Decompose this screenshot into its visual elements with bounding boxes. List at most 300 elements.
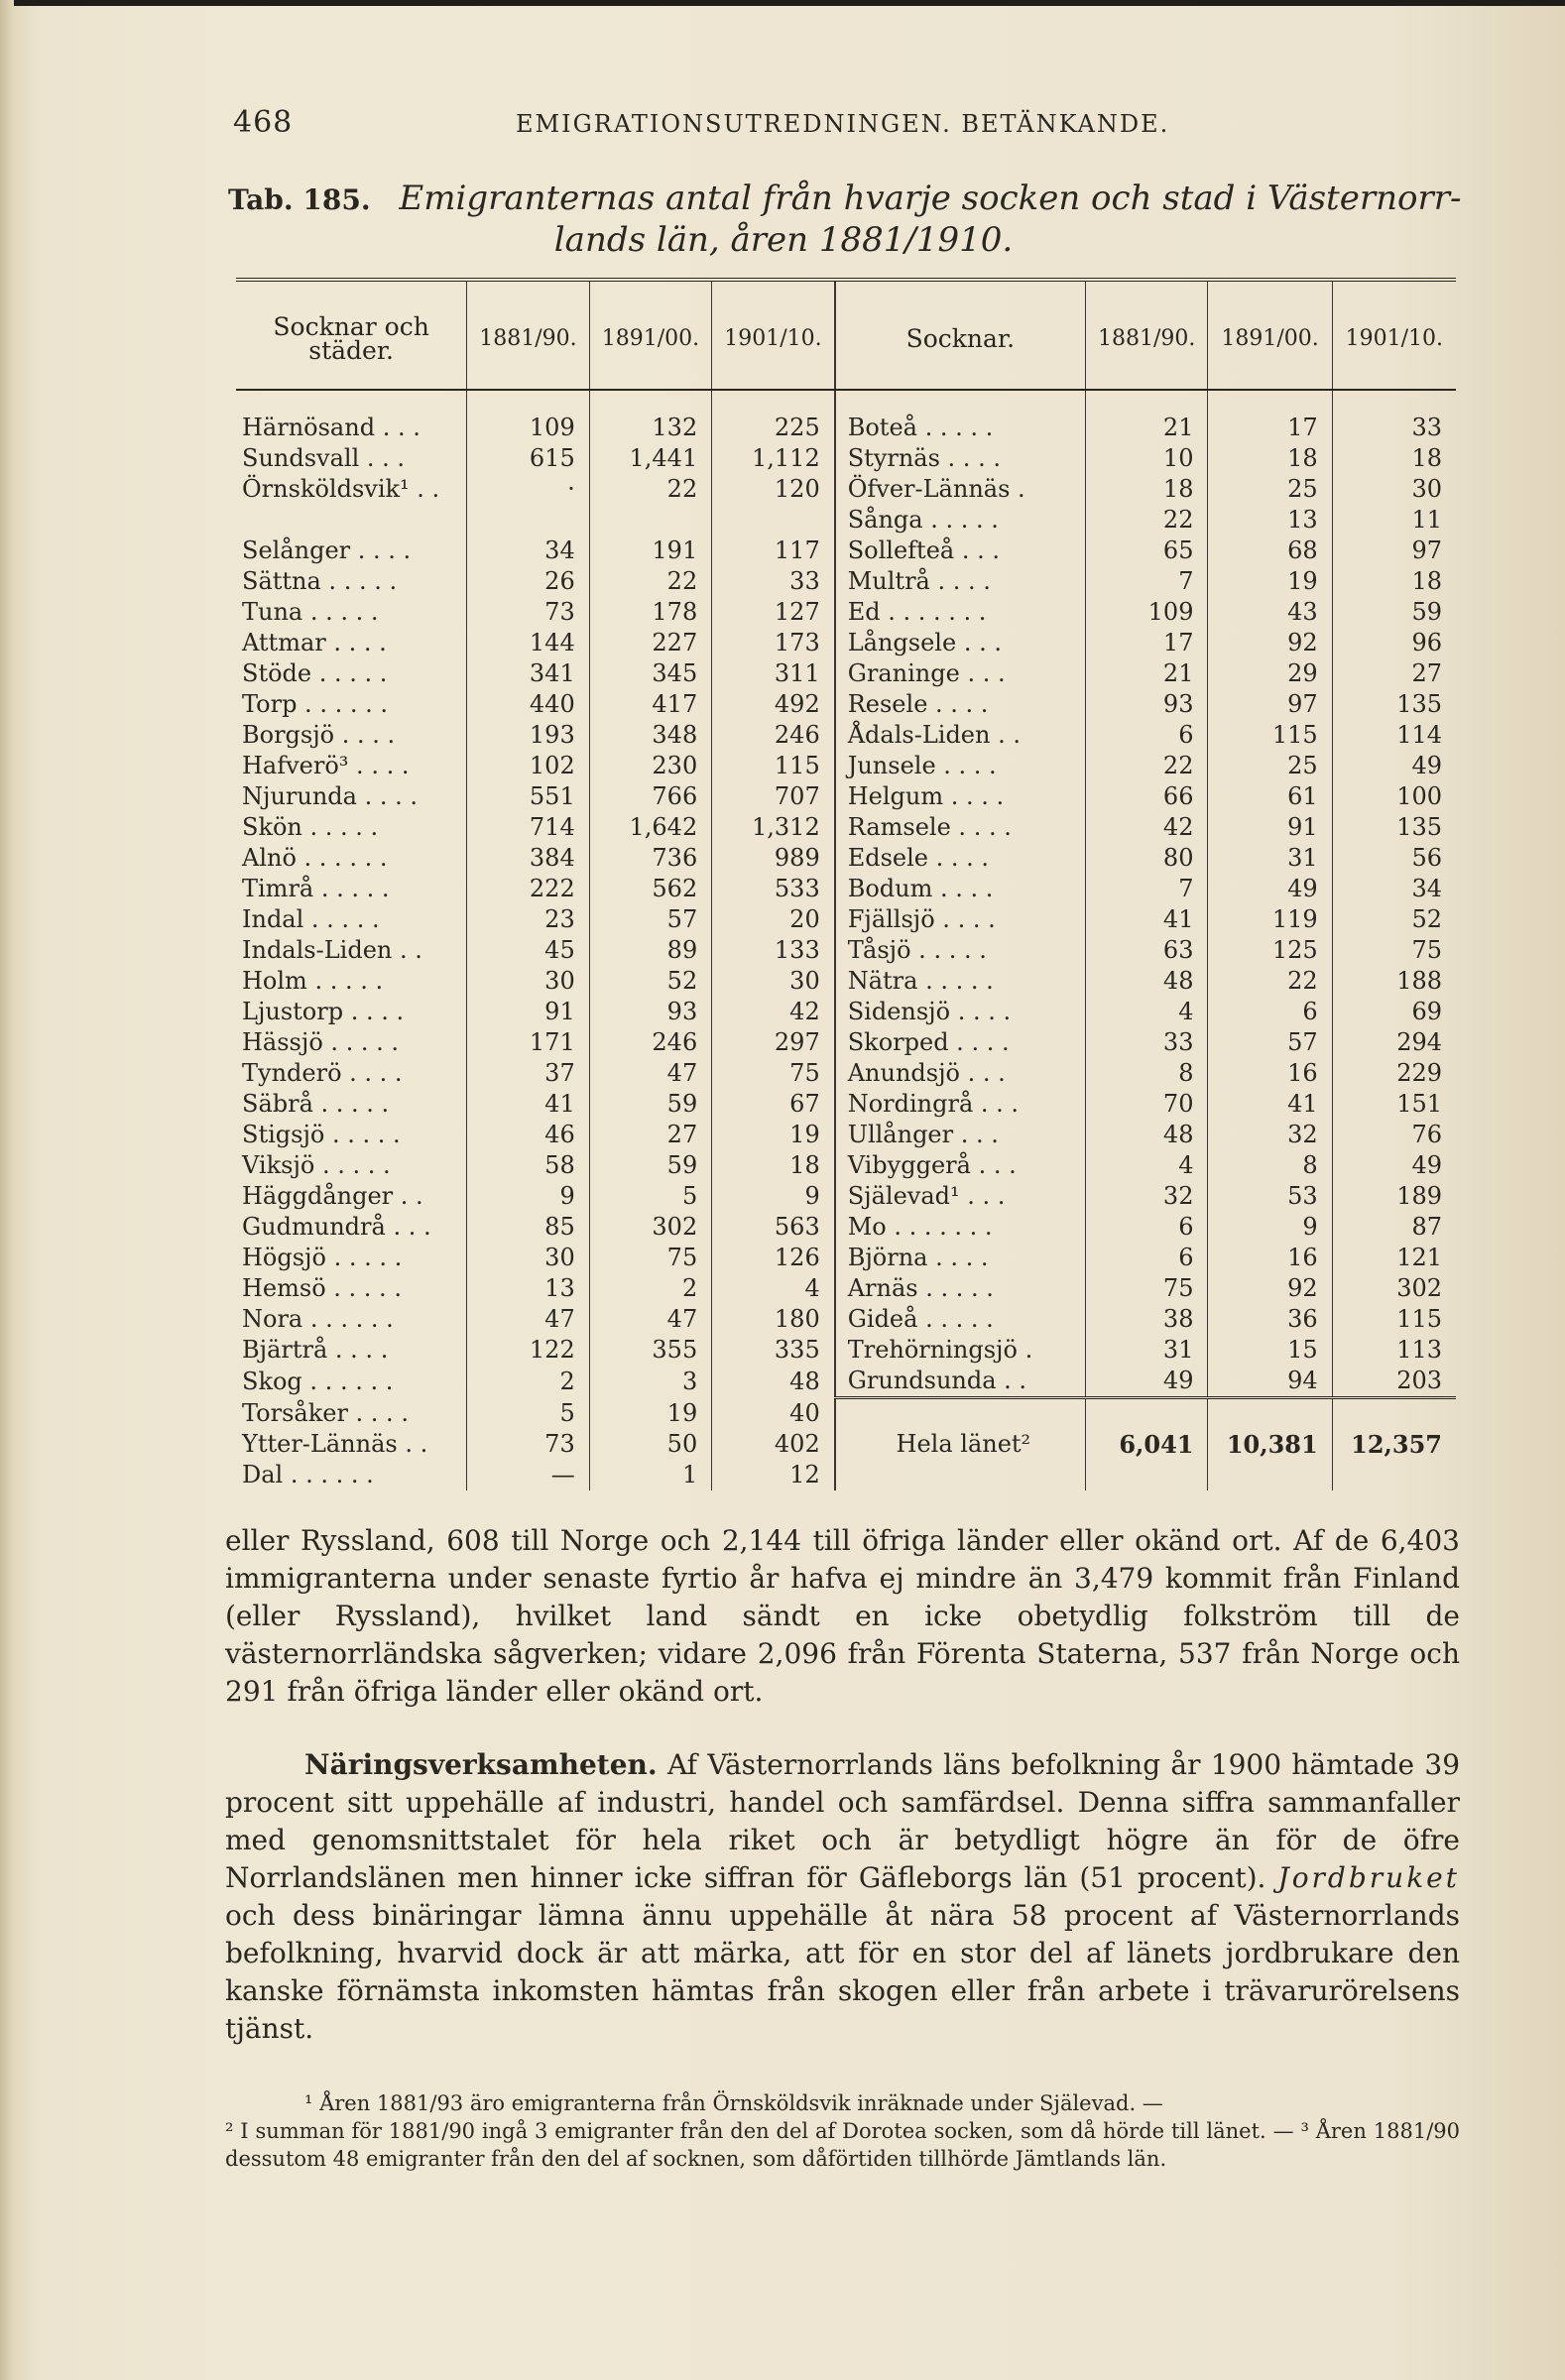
table-row	[236, 658, 1456, 689]
parish-name-cell: Säbrå . . . . .	[236, 1089, 467, 1120]
value-cell: 58	[467, 1150, 590, 1181]
parish-name-cell: Sättna . . . . .	[236, 566, 467, 597]
value-cell: 135	[1396, 813, 1442, 841]
value-cell: 97	[1208, 689, 1332, 720]
value-cell: 43	[1208, 597, 1332, 628]
value-cell: 115	[712, 751, 835, 781]
emphasis: Jordbruket	[1277, 1861, 1460, 1894]
col-header: 1901/10.	[1332, 280, 1456, 390]
table-row	[236, 904, 1456, 935]
value-cell: 113	[1396, 1336, 1442, 1364]
value-cell: 30	[712, 966, 835, 997]
table-row	[236, 1181, 1456, 1212]
running-title: EMIGRATIONSUTREDNINGEN. BETÄNKANDE.	[516, 110, 1170, 138]
value-cell: 92	[1208, 628, 1332, 658]
parish-name-cell: Indals-Liden . .	[236, 935, 467, 966]
value-cell: 989	[712, 843, 835, 874]
value-cell: 100	[1396, 782, 1442, 810]
table-row	[236, 597, 1456, 628]
value-cell: 355	[589, 1335, 712, 1366]
parish-name-cell: Högsjö . . . . .	[236, 1243, 467, 1273]
value-cell: 109	[467, 413, 590, 443]
value-cell: 34	[467, 536, 590, 566]
value-cell: 222	[467, 874, 590, 904]
parish-name-cell: Styrnäs . . . .	[835, 443, 1086, 474]
value-cell: 25	[1208, 751, 1332, 781]
table-title-line2: lands län, åren 1881/1910.	[553, 220, 1014, 260]
total-value: 6,041	[1085, 1398, 1208, 1490]
parish-name-cell: Anundsjö . . .	[835, 1058, 1086, 1089]
value-cell: 1,312	[712, 812, 835, 843]
value-cell: 766	[589, 781, 712, 812]
value-cell: 75	[1411, 936, 1442, 964]
value-cell: 345	[589, 658, 712, 689]
value-cell: 22	[589, 474, 712, 505]
value-cell: 417	[589, 689, 712, 720]
value-cell: 30	[467, 966, 590, 997]
total-value: 12,357	[1332, 1398, 1456, 1490]
table-row	[236, 536, 1456, 566]
value-cell: 151	[1396, 1090, 1442, 1118]
value-cell: 56	[1411, 844, 1442, 872]
value-cell: 2	[589, 1273, 712, 1304]
page-number: 468	[233, 105, 294, 140]
value-cell: 335	[712, 1335, 835, 1366]
value-cell: 53	[1208, 1181, 1332, 1212]
parish-name-cell: Björna . . . .	[835, 1243, 1086, 1273]
parish-name-cell: Ljustorp . . . .	[236, 997, 467, 1027]
table-row	[236, 1366, 1456, 1398]
col-header: Socknar och städer.	[236, 280, 467, 390]
table-row	[236, 1150, 1456, 1181]
footnote: ¹ Åren 1881/93 äro emigranterna från Örnsköldsvik inräknade under Själevad. —	[304, 2091, 1163, 2115]
value-cell: 120	[712, 474, 835, 505]
parish-name-cell: Torsåker . . . .	[236, 1398, 467, 1429]
parish-name-cell: Dal . . . . . .	[236, 1460, 467, 1490]
value-cell: 6	[1085, 1212, 1208, 1243]
table-row	[236, 566, 1456, 597]
value-cell: 75	[712, 1058, 835, 1089]
value-cell: 135	[1396, 690, 1442, 718]
value-cell: 22	[1208, 966, 1332, 997]
parish-name-cell: Boteå . . . . .	[835, 413, 1086, 443]
value-cell: 67	[712, 1089, 835, 1120]
parish-name-cell: Bjärtrå . . . .	[236, 1335, 467, 1366]
value-cell: 117	[712, 536, 835, 566]
table-row	[236, 966, 1456, 997]
value-cell: 37	[467, 1058, 590, 1089]
parish-name-cell: Selånger . . . .	[236, 536, 467, 566]
value-cell: 311	[712, 658, 835, 689]
value-cell: 144	[467, 628, 590, 658]
value-cell: 102	[467, 751, 590, 781]
value-cell: 19	[589, 1398, 712, 1429]
table-row	[236, 1089, 1456, 1120]
value-cell: 63	[1085, 935, 1208, 966]
value-cell: 69	[1411, 998, 1442, 1025]
value-cell: 20	[712, 904, 835, 935]
parish-name-cell: Hässjö . . . . .	[236, 1027, 467, 1058]
value-cell: 59	[1411, 598, 1442, 626]
value-cell: 10	[1085, 443, 1208, 474]
value-cell: 9	[1208, 1212, 1332, 1243]
value-cell: 19	[712, 1120, 835, 1150]
parish-name-cell: Nätra . . . . .	[835, 966, 1086, 997]
table-row	[236, 1212, 1456, 1243]
parish-name-cell: Nora . . . . . .	[236, 1304, 467, 1335]
parish-name-cell: Njurunda . . . .	[236, 781, 467, 812]
parish-name-cell: Öfver-Lännäs .	[835, 474, 1086, 505]
table-row	[236, 751, 1456, 781]
value-cell: 551	[467, 781, 590, 812]
footnote: ² I summan för 1881/90 ingå 3 emigranter från den del af Dorotea socken, som då hörde till länet. — ³ Åren 1881/90 dessutom 48 emigranter från den del af socknen, som dåförtiden tillhörde Jämtlands län.	[225, 2119, 1460, 2171]
parish-name-cell: Resele . . . .	[835, 689, 1086, 720]
value-cell: 42	[1085, 812, 1208, 843]
value-cell: 4	[1085, 1150, 1208, 1181]
value-cell: 114	[1396, 721, 1442, 749]
parish-name-cell: Långsele . . .	[835, 628, 1086, 658]
value-cell: 57	[1208, 1027, 1332, 1058]
value-cell: 34	[1411, 875, 1442, 902]
total-label: Hela länet²	[835, 1398, 1086, 1490]
parish-name-cell: Härnösand . . .	[236, 413, 467, 443]
total-value: 10,381	[1208, 1398, 1332, 1490]
parish-name-cell: Attmar . . . .	[236, 628, 467, 658]
table-row	[236, 474, 1456, 505]
value-cell: 115	[1396, 1305, 1442, 1333]
table-row	[236, 1304, 1456, 1335]
value-cell: 9	[712, 1181, 835, 1212]
value-cell: 18	[1085, 474, 1208, 505]
value-cell: 41	[1208, 1089, 1332, 1120]
value-cell: 41	[1085, 904, 1208, 935]
parish-name-cell: Viksjö . . . . .	[236, 1150, 467, 1181]
value-cell: 122	[467, 1335, 590, 1366]
value-cell: 33	[1411, 414, 1442, 441]
value-cell: 188	[1396, 967, 1442, 995]
parish-name-cell: Ramsele . . . .	[835, 812, 1086, 843]
col-header: 1901/10.	[712, 280, 835, 390]
value-cell: 47	[589, 1304, 712, 1335]
value-cell: 47	[467, 1304, 590, 1335]
value-cell: 65	[1085, 536, 1208, 566]
value-cell: 36	[1208, 1304, 1332, 1335]
value-cell: 230	[589, 751, 712, 781]
table-row	[236, 874, 1456, 904]
parish-name-cell: Tåsjö . . . . .	[835, 935, 1086, 966]
parish-name-cell: Trehörningsjö .	[835, 1335, 1086, 1366]
value-cell: 203	[1396, 1367, 1442, 1394]
col-header: 1881/90.	[1085, 280, 1208, 390]
value-cell	[589, 505, 712, 536]
value-cell: 18	[1411, 444, 1442, 472]
value-cell: 12	[712, 1460, 835, 1490]
table-row	[236, 443, 1456, 474]
value-cell: 125	[1208, 935, 1332, 966]
value-cell	[467, 505, 590, 536]
parish-name-cell: Arnäs . . . . .	[835, 1273, 1086, 1304]
value-cell: 11	[1411, 506, 1442, 534]
value-cell: 6	[1085, 720, 1208, 751]
value-cell: 13	[1208, 505, 1332, 536]
col-header: 1881/90.	[467, 280, 590, 390]
value-cell: 736	[589, 843, 712, 874]
parish-name-cell: Multrå . . . .	[835, 566, 1086, 597]
value-cell: 16	[1208, 1243, 1332, 1273]
value-cell: 94	[1208, 1366, 1332, 1398]
value-cell: 30	[467, 1243, 590, 1273]
parish-name-cell: Gideå . . . . .	[835, 1304, 1086, 1335]
value-cell: 13	[467, 1273, 590, 1304]
table-row	[236, 843, 1456, 874]
value-cell: 341	[467, 658, 590, 689]
value-cell: 16	[1208, 1058, 1332, 1089]
table-row	[236, 997, 1456, 1027]
value-cell: 440	[467, 689, 590, 720]
value-cell: 31	[1208, 843, 1332, 874]
value-cell: 93	[1085, 689, 1208, 720]
value-cell: 21	[1085, 413, 1208, 443]
value-cell: 91	[1208, 812, 1332, 843]
value-cell: 48	[1085, 1120, 1208, 1150]
value-cell: 17	[1085, 628, 1208, 658]
value-cell: 26	[467, 566, 590, 597]
table-row	[236, 1398, 1456, 1429]
value-cell: 227	[589, 628, 712, 658]
parish-name-cell: Örnsköldsvik¹ . .	[236, 474, 467, 505]
value-cell: 294	[1396, 1028, 1442, 1056]
value-cell: 87	[1411, 1213, 1442, 1241]
value-cell: 119	[1208, 904, 1332, 935]
value-cell: 30	[1411, 475, 1442, 503]
value-cell: 18	[1208, 443, 1332, 474]
value-cell: 246	[589, 1027, 712, 1058]
value-cell: 25	[1208, 474, 1332, 505]
value-cell: 3	[589, 1366, 712, 1398]
footnotes	[225, 2089, 1460, 2173]
value-cell: 1	[589, 1460, 712, 1490]
value-cell: 45	[467, 935, 590, 966]
value-cell: 126	[712, 1243, 835, 1273]
value-cell: 171	[467, 1027, 590, 1058]
table-row	[236, 1243, 1456, 1273]
parish-name-cell: Indal . . . . .	[236, 904, 467, 935]
parish-name-cell: Vibyggerå . . .	[835, 1150, 1086, 1181]
table-row	[236, 413, 1456, 443]
parish-name-cell: Sundsvall . . .	[236, 443, 467, 474]
value-cell: 96	[1411, 629, 1442, 656]
value-cell: 4	[712, 1273, 835, 1304]
parish-name-cell: Bodum . . . .	[835, 874, 1086, 904]
parish-name-cell: Timrå . . . . .	[236, 874, 467, 904]
emigrant-table	[236, 278, 1456, 1490]
value-cell: 615	[467, 443, 590, 474]
value-cell: 27	[589, 1120, 712, 1150]
value-cell: 302	[589, 1212, 712, 1243]
value-cell: 714	[467, 812, 590, 843]
value-cell: 1,441	[589, 443, 712, 474]
value-cell: 191	[589, 536, 712, 566]
value-cell: 29	[1208, 658, 1332, 689]
parish-name-cell: Helgum . . . .	[835, 781, 1086, 812]
value-cell: 57	[589, 904, 712, 935]
value-cell: 121	[1396, 1244, 1442, 1271]
value-cell: 49	[1085, 1366, 1208, 1398]
value-cell: 80	[1085, 843, 1208, 874]
value-cell: 33	[1085, 1027, 1208, 1058]
value-cell: 5	[467, 1398, 590, 1429]
parish-name-cell: Skorped . . . .	[835, 1027, 1086, 1058]
value-cell: 17	[1208, 413, 1332, 443]
value-cell	[712, 505, 835, 536]
parish-name-cell: Ullånger . . .	[835, 1120, 1086, 1150]
parish-name-cell: Torp . . . . . .	[236, 689, 467, 720]
value-cell: 22	[589, 566, 712, 597]
running-head	[233, 105, 1453, 145]
body-text	[225, 1522, 1460, 2048]
value-cell: 27	[1411, 659, 1442, 687]
table-row	[236, 628, 1456, 658]
value-cell: 178	[589, 597, 712, 628]
parish-name-cell: Tuna . . . . .	[236, 597, 467, 628]
value-cell: 133	[712, 935, 835, 966]
value-cell: 18	[712, 1150, 835, 1181]
parish-name-cell: Hemsö . . . . .	[236, 1273, 467, 1304]
paragraph	[225, 1746, 1460, 2048]
value-cell: 38	[1085, 1304, 1208, 1335]
parish-name-cell: Ed . . . . . . .	[835, 597, 1086, 628]
value-cell: 8	[1085, 1058, 1208, 1089]
parish-name-cell: Holm . . . . .	[236, 966, 467, 997]
parish-name-cell: Junsele . . . .	[835, 751, 1086, 781]
value-cell: 48	[1085, 966, 1208, 997]
paragraph-text: Af Västernorrlands läns befolkning år 1900 hämtade 39 procent sitt uppehälle af industri, handel och samfärdsel. Denna siffra sammanfaller med genomsnittstalet för hela riket och är betydligt högre än för de öfre Norrlandslänen men hinner icke siffran för Gäfleborgs län (51 procent).	[225, 1748, 1461, 1894]
value-cell: 109	[1085, 597, 1208, 628]
value-cell: 49	[1411, 1151, 1442, 1179]
value-cell: 562	[589, 874, 712, 904]
parish-name-cell: Ådals-Liden . .	[835, 720, 1086, 751]
col-header: 1891/00.	[1208, 280, 1332, 390]
value-cell: 132	[589, 413, 712, 443]
value-cell: 23	[467, 904, 590, 935]
value-cell: 68	[1208, 536, 1332, 566]
table-caption	[228, 178, 1468, 260]
paragraph-text: och dess binäringar lämna ännu uppehälle åt nära 58 procent af Västernorrlands befolkning, hvarvid dock är att märka, att för en stor del af länets jordbrukare den kanske förnämsta inkomsten hämtas från skogen eller från arbete i trävarurörelsens tjänst.	[225, 1899, 1460, 2045]
parish-name-cell: Borgsjö . . . .	[236, 720, 467, 751]
value-cell: 1,642	[589, 812, 712, 843]
value-cell: 5	[589, 1181, 712, 1212]
value-cell: 76	[1411, 1121, 1442, 1148]
value-cell: 180	[712, 1304, 835, 1335]
value-cell: 7	[1085, 566, 1208, 597]
parish-name-cell: Nordingrå . . .	[835, 1089, 1086, 1120]
value-cell: 48	[712, 1366, 835, 1398]
parish-name-cell	[236, 505, 467, 536]
table-row	[236, 1273, 1456, 1304]
parish-name-cell: Ytter-Lännäs . .	[236, 1429, 467, 1460]
value-cell: 6	[1208, 997, 1332, 1027]
value-cell: 115	[1208, 720, 1332, 751]
table-row	[236, 505, 1456, 536]
value-cell: 19	[1208, 566, 1332, 597]
value-cell: 225	[712, 413, 835, 443]
table-row	[236, 935, 1456, 966]
section-heading: Näringsverksamheten.	[304, 1748, 658, 1781]
parish-name-cell: Tynderö . . . .	[236, 1058, 467, 1089]
spacer-row	[236, 390, 1456, 413]
parish-name-cell: Grundsunda . .	[835, 1366, 1086, 1398]
value-cell: 42	[712, 997, 835, 1027]
parish-name-cell: Gudmundrå . . .	[236, 1212, 467, 1243]
value-cell: 563	[712, 1212, 835, 1243]
value-cell: 127	[712, 597, 835, 628]
table-title-line1: Emigranternas antal från hvarje socken och stad i Västernorr-	[399, 178, 1462, 218]
value-cell: 75	[589, 1243, 712, 1273]
parish-name-cell: Mo . . . . . . .	[835, 1212, 1086, 1243]
value-cell: 492	[712, 689, 835, 720]
value-cell: 75	[1085, 1273, 1208, 1304]
table-row	[236, 1027, 1456, 1058]
value-cell: 66	[1085, 781, 1208, 812]
value-cell: 246	[712, 720, 835, 751]
value-cell: 85	[467, 1212, 590, 1243]
table-row	[236, 1058, 1456, 1089]
value-cell: 6	[1085, 1243, 1208, 1273]
value-cell: 21	[1085, 658, 1208, 689]
value-cell: 91	[467, 997, 590, 1027]
parish-name-cell: Graninge . . .	[835, 658, 1086, 689]
table-body	[236, 390, 1456, 1490]
table-row	[236, 689, 1456, 720]
value-cell: 1,112	[712, 443, 835, 474]
value-cell: 47	[589, 1058, 712, 1089]
value-cell: 49	[1208, 874, 1332, 904]
value-cell: 73	[467, 597, 590, 628]
value-cell: 61	[1208, 781, 1332, 812]
value-cell: 707	[712, 781, 835, 812]
value-cell: 15	[1208, 1335, 1332, 1366]
parish-name-cell: Alnö . . . . . .	[236, 843, 467, 874]
value-cell: 49	[1411, 752, 1442, 779]
table-label: Tab. 185.	[228, 183, 371, 216]
value-cell: 41	[467, 1089, 590, 1120]
table-row	[236, 1335, 1456, 1366]
value-cell: 52	[589, 966, 712, 997]
value-cell: 348	[589, 720, 712, 751]
value-cell: 193	[467, 720, 590, 751]
value-cell: 59	[589, 1150, 712, 1181]
scan-edge-top	[0, 0, 1565, 6]
value-cell: 384	[467, 843, 590, 874]
parish-name-cell: Själevad¹ . . .	[835, 1181, 1086, 1212]
parish-name-cell: Sidensjö . . . .	[835, 997, 1086, 1027]
value-cell: 18	[1411, 567, 1442, 595]
value-cell: 59	[589, 1089, 712, 1120]
parish-name-cell: Stigsjö . . . . .	[236, 1120, 467, 1150]
value-cell: 2	[467, 1366, 590, 1398]
value-cell: 33	[712, 566, 835, 597]
value-cell: 189	[1396, 1182, 1442, 1210]
table-row	[236, 812, 1456, 843]
value-cell: 9	[467, 1181, 590, 1212]
parish-name-cell: Sånga . . . . .	[835, 505, 1086, 536]
value-cell: ·	[467, 474, 590, 505]
parish-name-cell: Fjällsjö . . . .	[835, 904, 1086, 935]
value-cell: 70	[1085, 1089, 1208, 1120]
table-row	[236, 720, 1456, 751]
value-cell: 22	[1085, 505, 1208, 536]
value-cell: 50	[589, 1429, 712, 1460]
